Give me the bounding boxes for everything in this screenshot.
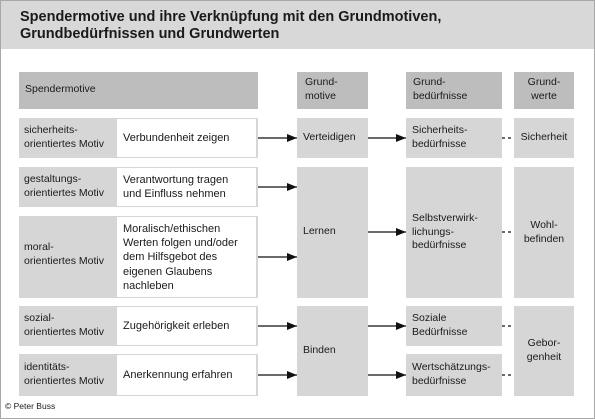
grundbeduerfnis-label: Selbstverwirk- lichungs- bedürfnisse	[412, 212, 478, 251]
motive-type-label: sicherheits- orientiertes Motiv	[24, 124, 104, 150]
header-spendermotive-label: Spendermotive	[25, 83, 96, 95]
motive-description: Anerkennung erfahren	[123, 369, 233, 381]
motive-description: Moralisch/ethischen Werten folgen und/oder dem Hilfsgebot des eigenen Glaubens nachleben	[123, 223, 238, 292]
motive-type-label: sozial- orientiertes Motiv	[24, 312, 104, 338]
header-grundbeduerfnisse-label: Grund- bedürfnisse	[413, 76, 468, 102]
grundbeduerfnis-label: Sicherheits- bedürfnisse	[412, 124, 468, 150]
grundbeduerfnis-label: Wertschätzungs- bedürfnisse	[412, 361, 491, 387]
motive-type-label: gestaltungs- orientiertes Motiv	[24, 173, 104, 199]
grundwert-label: Gebor- genheit	[526, 337, 562, 363]
motive-type-label: identitäts- orientiertes Motiv	[24, 361, 104, 387]
grundwert-label: Sicherheit	[520, 131, 568, 143]
grundmotiv-label: Lernen	[303, 225, 336, 237]
grundmotiv-label: Verteidigen	[303, 131, 356, 143]
motive-description: Zugehörigkeit erleben	[123, 320, 230, 332]
header-grundmotive-label: Grund- motive	[305, 76, 338, 102]
motive-description: Verbundenheit zeigen	[123, 132, 230, 144]
motive-description: Verantwortung tragen und Einfluss nehmen	[123, 174, 229, 201]
copyright-note: © Peter Buss	[5, 401, 56, 411]
grundbeduerfnis-label: Soziale Bedürfnisse	[412, 312, 468, 338]
grundwert-label: Wohl- befinden	[523, 219, 565, 245]
header-grundwerte-label: Grund- werte	[527, 76, 561, 102]
grundmotiv-label: Binden	[303, 344, 336, 356]
motive-type-label: moral- orientiertes Motiv	[24, 241, 104, 267]
diagram-title: Spendermotive und ihre Verknüpfung mit den Grundmotiven, Grundbedürfnissen und Grundwerten	[20, 9, 442, 42]
